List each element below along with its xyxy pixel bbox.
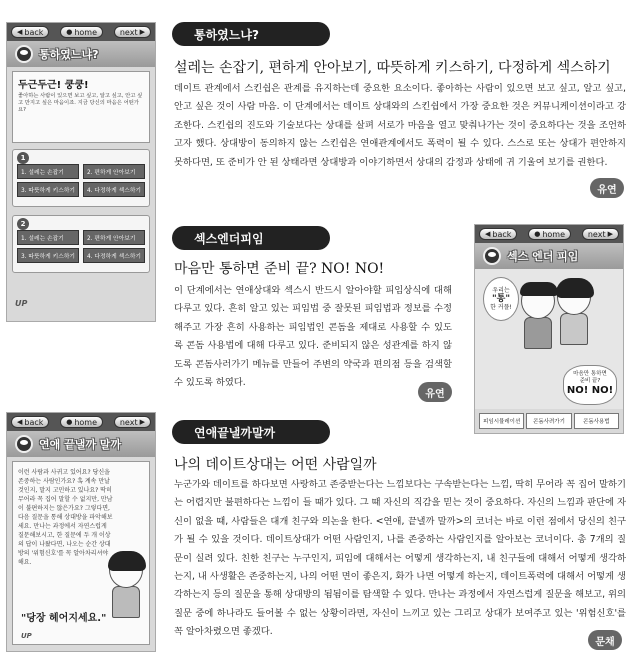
home-button[interactable]: ● home xyxy=(528,228,571,240)
next-button[interactable]: next ▶ xyxy=(114,26,151,38)
quote-text: "당장 헤어지세요." xyxy=(21,613,107,624)
intro-box xyxy=(12,71,150,143)
mascot-icon xyxy=(15,435,33,453)
app-logo: UP xyxy=(15,299,28,308)
question-text: 이런 사람과 사귀고 있어요? 당신을 존중하는 사람인가요? 혹 계속 만날 것인지, 말지 고민하고 있나요? 딱히 무어라 꼭 집어 말할 수 없지만, 만남이 불편하지는 않은가요? 그렇다면, 다음 질문을 통해 상대방을 파악해보세요. 만나는 과정에서 자연스럽게 질문해보시고, 한 질문에 두 개 이상의 답이 나왔다면, 나오는 순간 상대방의 '위험신호'를 꼭 알아차리셔야 해요. xyxy=(18,469,113,566)
back-icon: ◀ xyxy=(485,230,491,238)
section-banner: 연애끝낼까말까 xyxy=(172,420,330,444)
phone-header xyxy=(7,41,155,67)
option-button[interactable]: 4. 다정하게 섹스하기 xyxy=(83,182,145,197)
menu-item[interactable]: 콘돔사려가기 xyxy=(526,413,571,429)
section-body: 누군가와 데이트를 하다보면 사랑하고 존중받는다는 느낌보다는 구속받는다는 느낌, 딱히 무어라 꼭 집어 말하기는 어렵지만 불편하다는 느낌이 들 때가 있다. 그 때 자신의 직감을 믿는 것이 중요하다. 자신의 느낌과 판단에 자신이 없을 때, 사람들은 대개 친구와 의논을 한다. <연애, 끝낼까 말까>의 코너는 바로 이런 점에서 당신의 친구가 될 수 있을 것이다. 데이트상대가 어떤 사람인지, 나를 존중하는 사람인지를 알아보는 코너이다. 총 7개의 질문이 실려 있다. 친한 친구는 누구인지, 피임에 대해서는 어떻게 생각하는지, 내 친구들에 대해서 어떻게 생각하는지, 내 사생활은 존중하는지, 나의 어떤 면이 좋은지, 화가 나면 어떻게 하는지, 데이트폭력에 대해서 어떻게 생각하는지 등의 질문을 통해 상대방의 됨됨이를 탐색할 수 있다. 만나는 과정에서 자연스럽게 질문을 해보고, 위의 질문 중에 하나라도 들어볼 수 없는 상황이라면, 자신이 느끼고 있는 그리고 상대가 보여주고 있는 '위험신호'를 꼭 알아차렸으면 좋겠다. xyxy=(174,479,626,638)
mascot-icon xyxy=(483,247,501,265)
home-button[interactable]: ● home xyxy=(60,416,103,428)
home-icon: ● xyxy=(66,28,73,36)
phone-nav-bar xyxy=(7,23,155,41)
group-number: 1 xyxy=(17,152,29,164)
next-icon: ▶ xyxy=(139,418,145,426)
next-icon: ▶ xyxy=(607,230,613,238)
option-button[interactable]: 2. 편하게 안아보기 xyxy=(83,164,145,179)
section-title: 마음만 통하면 준비 끝? NO! NO! xyxy=(174,261,385,277)
author-badge: 유연 xyxy=(418,382,452,402)
next-button[interactable]: next ▶ xyxy=(114,416,151,428)
girl-illustration xyxy=(109,552,143,618)
author-badge: 문채 xyxy=(588,630,622,650)
author-badge: 유연 xyxy=(590,178,624,198)
group-number: 2 xyxy=(17,218,29,230)
home-button[interactable]: ● home xyxy=(60,26,103,38)
mascot-icon xyxy=(15,45,33,63)
boy-illustration xyxy=(521,283,555,349)
option-button[interactable]: 1. 설레는 손잡기 xyxy=(17,164,79,179)
section-body: 데이트 관계에서 스킨쉽은 관계를 유지하는데 중요한 요소이다. 좋아하는 사람이 있으면 보고 싶고, 알고 싶고, 안고 싶은 것이 사람 마음. 이 단계에서는 데이트 상대와의 스킨쉽에서 가장 중요한 것은 커뮤니케이션이라고 강조한다. 스킨쉽의 진도와 기술보다는 상대를 살펴 서로가 마음을 열고 맞춰나가는 것이 중요하다는 것을 조언하고자 했다. 상대방이 동의하지 않는 스킨쉽은 연애관계에서도 폭력이 될 수 있다. 스스로 또는 상대가 편안하지 못하다면, 또 준비가 안 된 상태라면 상대방과 이야기하면서 상대의 감정과 상태에 귀 기울여 보기를 권한다. xyxy=(174,83,626,168)
intro-heading: 두근두근! 쿵쿵! xyxy=(18,80,89,91)
back-button[interactable]: ◀ back xyxy=(11,416,49,428)
phone-header xyxy=(475,243,623,269)
girl-illustration xyxy=(557,279,591,345)
phone-menu xyxy=(479,413,619,429)
back-button[interactable]: ◀ back xyxy=(11,26,49,38)
home-icon: ● xyxy=(66,418,73,426)
section-banner: 통하였느냐? xyxy=(172,22,330,46)
speech-bubble: 우리는 "통" 한 커플! xyxy=(483,277,519,321)
section-banner: 섹스엔더피임 xyxy=(172,226,330,250)
phone-nav-bar xyxy=(7,413,155,431)
section-body: 이 단계에서는 연애상대와 섹스시 반드시 알아야할 피임상식에 대해 다루고 있다. 흔히 알고 있는 피임법 중 잘못된 피임법과 정보를 수정해주고 가장 흔히 사용하는 피임법인 콘돔을 제대로 사용할 수 있도록 콘돔 사용법에 대해 다루고 있다. 준비되지 않은 성관계를 하지 않도록 콘돔사러가기 메뉴를 만들어 주변의 약국과 편의점 등을 검색할 수 있도록 하였다. xyxy=(174,285,452,389)
back-icon: ◀ xyxy=(17,418,23,426)
option-button[interactable]: 4. 다정하게 섹스하기 xyxy=(83,248,145,263)
question-box xyxy=(12,461,150,645)
option-button[interactable]: 2. 편하게 안아보기 xyxy=(83,230,145,245)
option-group-1 xyxy=(12,149,150,207)
option-group-2 xyxy=(12,215,150,273)
option-button[interactable]: 1. 설레는 손잡기 xyxy=(17,230,79,245)
intro-text: 좋아하는 사람이 있으면 보고 싶고, 알고 싶고, 안고 싶고 만지고 싶은 마음이죠. 지금 당신의 마음은 어떤가요? xyxy=(18,93,143,113)
phone-title: 통하였느냐? xyxy=(39,48,99,61)
illustration-scene xyxy=(475,269,623,409)
phone-title: 연애 끝낼까 말까 xyxy=(39,438,122,451)
phone-nav-bar xyxy=(475,225,623,243)
menu-item[interactable]: 피임시뮬레이션 xyxy=(479,413,524,429)
phone-screenshot-touch xyxy=(6,22,156,322)
back-icon: ◀ xyxy=(17,28,23,36)
phone-title: 섹스 엔더 피임 xyxy=(507,250,579,263)
option-button[interactable]: 3. 따뜻하게 키스하기 xyxy=(17,182,79,197)
phone-screenshot-contraception xyxy=(474,224,624,434)
menu-item[interactable]: 콘돔사용법 xyxy=(574,413,619,429)
next-button[interactable]: next ▶ xyxy=(582,228,619,240)
app-logo: UP xyxy=(21,632,32,640)
option-button[interactable]: 3. 따뜻하게 키스하기 xyxy=(17,248,79,263)
home-icon: ● xyxy=(534,230,541,238)
back-button[interactable]: ◀ back xyxy=(479,228,517,240)
speech-bubble: 마음만 통하면 준비 끝? NO! NO! xyxy=(563,365,617,405)
phone-screenshot-breakup xyxy=(6,412,156,652)
next-icon: ▶ xyxy=(139,28,145,36)
section-title: 나의 데이트상대는 어떤 사람일까 xyxy=(174,457,377,473)
section-title: 설레는 손잡기, 편하게 안아보기, 따뜻하게 키스하기, 다정하게 섹스하기 xyxy=(174,60,611,76)
phone-header xyxy=(7,431,155,457)
